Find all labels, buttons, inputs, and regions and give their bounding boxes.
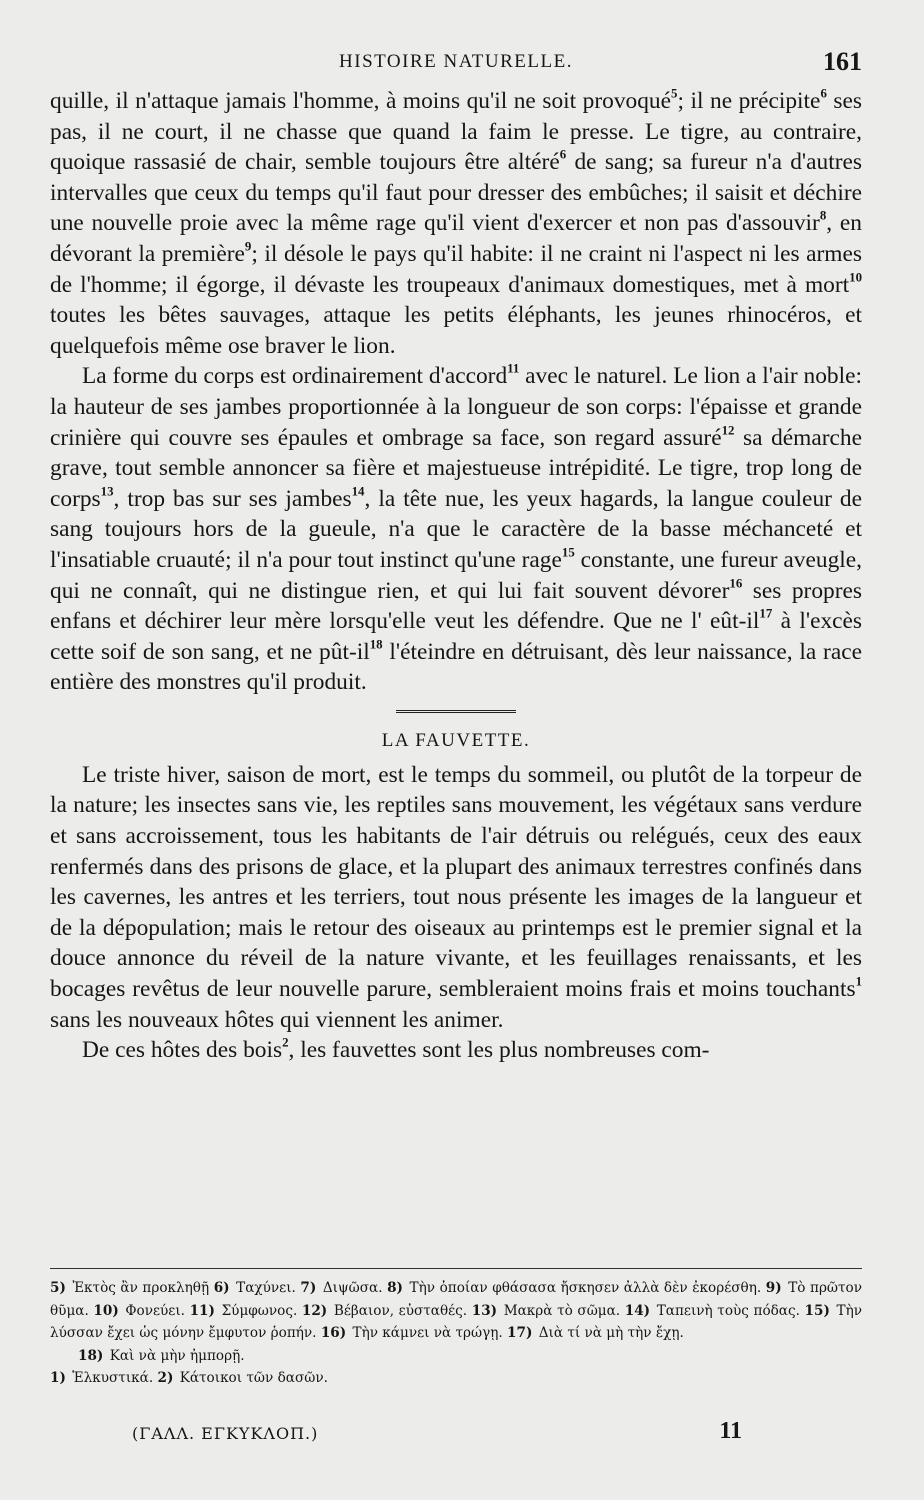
text-run: , les fauvettes sont les plus nombreuses com- (288, 1037, 710, 1064)
text-run: sa démarche grave, tout semble annoncer sa fière et majestueuse intrépidité. Le tigre, trop long de corps (50, 424, 862, 512)
footnote-ref: 18 (369, 637, 383, 652)
footnote-group-greek-glosses (50, 1277, 862, 1345)
footnote-number: 7) (300, 1280, 317, 1296)
footnote-ref: 16 (729, 576, 743, 591)
footnote-18 (50, 1345, 862, 1368)
footnote-text: Βέβαιον, εὐσταθές. (329, 1302, 472, 1319)
text-run: constante, une fureur aveugle, qui ne connaît, qui ne distingue rien, et qui lui fait souvent dévorer (50, 546, 863, 604)
sheet-number: 11 (719, 1418, 742, 1444)
footnote-ref: 9 (244, 239, 252, 254)
footnote-number: 6) (213, 1280, 230, 1296)
footnote-ref: 8 (819, 209, 827, 224)
footnotes (50, 1268, 862, 1390)
footnote-number: 10) (93, 1302, 119, 1319)
text-run: Le triste hiver, saison de mort, est le temps du sommeil, ou plutôt de la torpeur de la nature; les insectes sans vie, les reptiles sans mouvement, les végétaux sans verdure et sans accroissement, tous les habitants de l'air détruis ou relégués, ceux des eaux renfermés dans des prisons de glace, et la plupart des animaux terrestres confinés dans les cavernes, les antres et les terriers, tout nous présente les images de la langueur et de la dépopulation; mais le retour des oiseaux au printemps est le premier signal et la douce annonce du réveil de la nature vivante, et les feuillages renaissants, et les bocages revêtus de leur nouvelle parure, sembleraient moins frais et moins touchants (50, 761, 862, 1003)
footnote-text: Τὴν κάμνει νὰ τρώγῃ. (348, 1325, 508, 1341)
footnote-number: 18) (78, 1347, 104, 1364)
footnote-text: Φονεύει. (120, 1302, 190, 1319)
text-run: La forme du corps est ordinairement d'accord (82, 363, 508, 390)
footnote-group-fauvette (50, 1367, 862, 1390)
footnote-number: 12) (301, 1302, 328, 1319)
text-run: , en dévorant la première (50, 210, 862, 267)
footnote-text: Τὴν λύσσαν ἔχει ὡς μόνην ἔμφυτον ῥοπήν. (50, 1302, 862, 1341)
text-run: toutes les bêtes sauvages, attaque les petits éléphants, les jeunes rhinocéros, et quelquefois même ose braver le lion. (50, 302, 862, 359)
footnote-text: Μακρὰ τὸ σῶμα. (499, 1302, 625, 1319)
footnote-ref: 6 (820, 86, 827, 101)
footnote-text: Διὰ τί νὰ μὴ τὴν ἔχῃ. (534, 1325, 684, 1341)
text-run: sans les nouveaux hôtes qui viennent les animer. (50, 1006, 504, 1033)
section-divider (50, 698, 862, 726)
footnote-number: 15) (804, 1302, 830, 1319)
text-run: de sang; sa fureur n'a d'autres intervalles que ceux du temps qu'il faut pour dresser des embûches; il saisit et déchire une nouvelle proie avec la même rage qu'il vient d'exercer et non pas d'assouvir (50, 149, 862, 237)
section-title: LA FAUVETTE. (381, 729, 531, 751)
page-header (50, 47, 862, 81)
footnote-number: 5) (50, 1280, 66, 1296)
footnote-ref: 1 (855, 974, 862, 989)
page-footer (132, 1418, 862, 1448)
text-run: quille, il n'attaque jamais l'homme, à moins qu'il ne soit provoqué (50, 88, 672, 114)
paragraph-lion-tiger-2 (50, 361, 862, 698)
text-run: De ces hôtes des bois (82, 1037, 283, 1064)
paragraph-fauvette-2 (50, 1035, 862, 1066)
text-run: ; il ne précipite (677, 88, 821, 114)
source-signature: (ΓΑΛΛ. ΕΓΚΥΚΛΟΠ.) (132, 1424, 319, 1443)
footnote-text: Διψῶσα. (318, 1280, 388, 1296)
paragraph-fauvette-1 (50, 760, 862, 1035)
footnote-text: Τὴν ὁποίαν φθάσασα ἤσκησεν ἀλλὰ δὲν ἐκορέσθη. (404, 1280, 766, 1296)
page-number: 161 (823, 47, 862, 76)
footnote-number: 1) (50, 1370, 66, 1386)
footnote-text: Ἑλκυστικά. (67, 1370, 158, 1386)
text-run: ses pas, il ne court, il ne chasse que quand la faim le presse. Le tigre, au contraire, quoique rassasié de chair, semble toujours être altéré (50, 88, 862, 176)
text-run: à l'excès cette soif de son sang, et ne pût-il (50, 608, 863, 665)
footnote-text: Καὶ νὰ μὴν ἠμπορῇ. (109, 1347, 245, 1364)
footnote-ref: 14 (351, 484, 365, 499)
footnote-ref: 15 (561, 545, 575, 560)
footnote-text: Σύμφωνος. (216, 1302, 302, 1319)
footnote-ref: 10 (849, 270, 862, 285)
footnote-ref: 13 (100, 484, 114, 499)
footnote-text: Ταπεινὴ τοὺς πόδας. (652, 1302, 805, 1319)
footnote-number: 14) (624, 1302, 651, 1319)
footnote-number: 8) (387, 1280, 403, 1296)
main-text (50, 86, 862, 1066)
text-run: avec le naturel. Le lion a l'air noble: la hauteur de ses jambes proportionnée à la longueur de son corps: l'épaisse et grande crinière qui couvre ses épaules et ombrage sa face, son regard assuré (50, 363, 862, 451)
footnote-number: 11) (189, 1302, 215, 1319)
footnote-text: Ἐκτὸς ἂν προκληθῇ (67, 1280, 214, 1296)
footnote-ref: 17 (759, 606, 773, 621)
footnote-text: Κάτοικοι τῶν δασῶν. (175, 1370, 328, 1386)
footnote-text: Ταχύνει. (231, 1280, 301, 1296)
paragraph-lion-tiger-1 (50, 86, 862, 361)
footnote-ref: 2 (282, 1035, 289, 1050)
text-run: ; il désole le pays qu'il habite: il ne craint ni l'aspect ni les armes de l'homme; il égorge, il dévaste les troupeaux d'animaux domestiques, met à mort (50, 240, 862, 298)
footnote-number: 13) (471, 1302, 498, 1319)
footnote-ref: 11 (507, 362, 520, 377)
text-run: l'éteindre en détruisant, dès leur naissance, la race entière des monstres qu'il produit. (50, 638, 862, 696)
footnote-number: 16) (320, 1325, 347, 1341)
footnote-text: Τὸ πρῶτον θῦμα. (50, 1280, 862, 1319)
running-title: HISTOIRE NATURELLE. (339, 51, 573, 72)
text-run: ses propres enfans et déchirer leur mère lorsqu'elle veut les défendre. Que ne l' eût-il (50, 577, 862, 635)
footnote-number: 17) (507, 1325, 533, 1341)
footnote-ref: 12 (721, 423, 735, 438)
footnote-number: 2) (157, 1370, 174, 1386)
footnote-ref: 5 (671, 86, 678, 101)
text-run: , la tête nue, les yeux hagards, la langue couleur de sang toujours hors de la gueule, n'a que le caractère de la basse méchanceté et l'insatiable cruauté; il n'a pour tout instinct qu'une rage (50, 485, 862, 573)
footnote-ref: 6 (559, 147, 567, 162)
footnote-number: 9) (765, 1280, 782, 1296)
text-run: , trop bas sur ses jambes (113, 485, 352, 512)
